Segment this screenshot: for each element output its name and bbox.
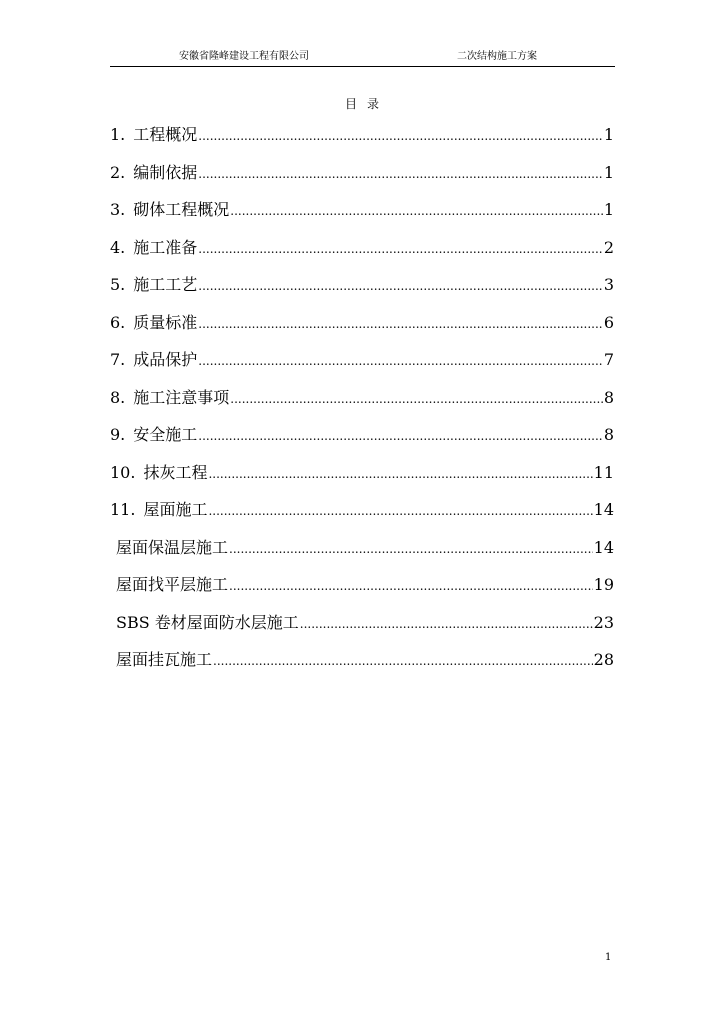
toc-entry-page: 2 [603,237,614,257]
toc-entry[interactable] [110,491,614,529]
toc-leader-dots [208,454,592,492]
page-number: 1 [605,952,612,963]
toc-entry[interactable] [110,116,614,154]
toc-entry[interactable] [110,341,614,379]
toc-entry-number: 2. [110,162,126,182]
toc-entry[interactable] [110,379,614,417]
toc-leader-dots [198,154,603,192]
toc-entry-title: 编制依据 [133,162,198,182]
toc-leader-dots [198,266,603,304]
toc-entry-page: 19 [593,575,614,594]
toc-entry[interactable] [110,191,614,229]
toc-entry-page: 14 [593,500,614,519]
toc-entry-page: 7 [603,350,614,369]
toc-entry-number: 9. [110,425,126,444]
toc-leader-dots [230,191,603,229]
toc-entry-page: 3 [603,275,614,294]
toc-entry[interactable] [110,454,614,492]
toc-entry-title: SBS 卷材屋面防水层施工 [116,612,299,632]
toc-leader-dots [198,341,603,379]
toc-entry-page: 1 [603,200,614,219]
toc-entry-page: 8 [603,425,614,444]
header-company: 安徽省隆峰建设工程有限公司 [179,51,309,62]
toc-entry-page: 28 [593,650,614,669]
toc-leader-dots [198,304,603,342]
toc-entry[interactable] [110,154,614,192]
toc-entry-title: 施工工艺 [133,275,198,294]
toc-entry-page: 6 [603,312,614,332]
toc-leader-dots [229,529,593,567]
toc-title: 目录 [344,97,389,111]
toc-entry-page: 14 [593,537,614,557]
toc-leader-dots [230,379,603,417]
toc-entry-page: 8 [603,387,614,407]
toc-entry[interactable] [110,266,614,304]
toc-entry-title: 质量标准 [133,312,198,332]
toc-entry-title: 安全施工 [133,425,198,444]
toc-entry-title: 抹灰工程 [143,462,208,482]
toc-entry-title: 工程概况 [133,125,198,144]
toc-subentry[interactable] [110,641,614,679]
toc-entry-number: 11. [110,500,136,519]
toc-entry-number: 7. [110,350,126,369]
toc-entry-title: 成品保护 [133,350,198,369]
table-of-contents [110,116,614,679]
toc-entry-title: 屋面施工 [143,500,208,519]
toc-entry-page: 23 [593,612,614,632]
toc-entry-title: 屋面保温层施工 [116,537,229,557]
toc-leader-dots [198,229,603,267]
toc-subentry[interactable] [110,604,614,642]
toc-entry-number: 3. [110,200,126,219]
toc-leader-dots [198,116,603,154]
toc-entry-number: 8. [110,387,126,407]
toc-entry-title: 施工注意事项 [133,387,230,407]
toc-subentry[interactable] [110,529,614,567]
toc-leader-dots [208,491,592,529]
toc-entry-title: 屋面挂瓦施工 [116,650,213,669]
toc-entry-number: 1. [110,125,126,144]
toc-entry[interactable] [110,304,614,342]
toc-entry-number: 10. [110,462,136,482]
page-header [110,50,615,67]
toc-leader-dots [198,416,603,454]
toc-entry-title: 施工准备 [133,237,198,257]
toc-entry-title: 屋面找平层施工 [116,575,229,594]
toc-leader-dots [213,641,593,679]
toc-leader-dots [300,604,593,642]
toc-entry-number: 4. [110,237,126,257]
toc-entry-page: 1 [603,162,614,182]
toc-entry-page: 11 [593,462,614,482]
toc-entry-title: 砌体工程概况 [133,200,230,219]
toc-leader-dots [229,566,593,604]
toc-entry-number: 6. [110,312,126,332]
toc-entry-number: 5. [110,275,126,294]
header-document-title: 二次结构施工方案 [457,51,537,62]
toc-entry-page: 1 [603,125,614,144]
toc-entry[interactable] [110,229,614,267]
toc-subentry[interactable] [110,566,614,604]
toc-entry[interactable] [110,416,614,454]
